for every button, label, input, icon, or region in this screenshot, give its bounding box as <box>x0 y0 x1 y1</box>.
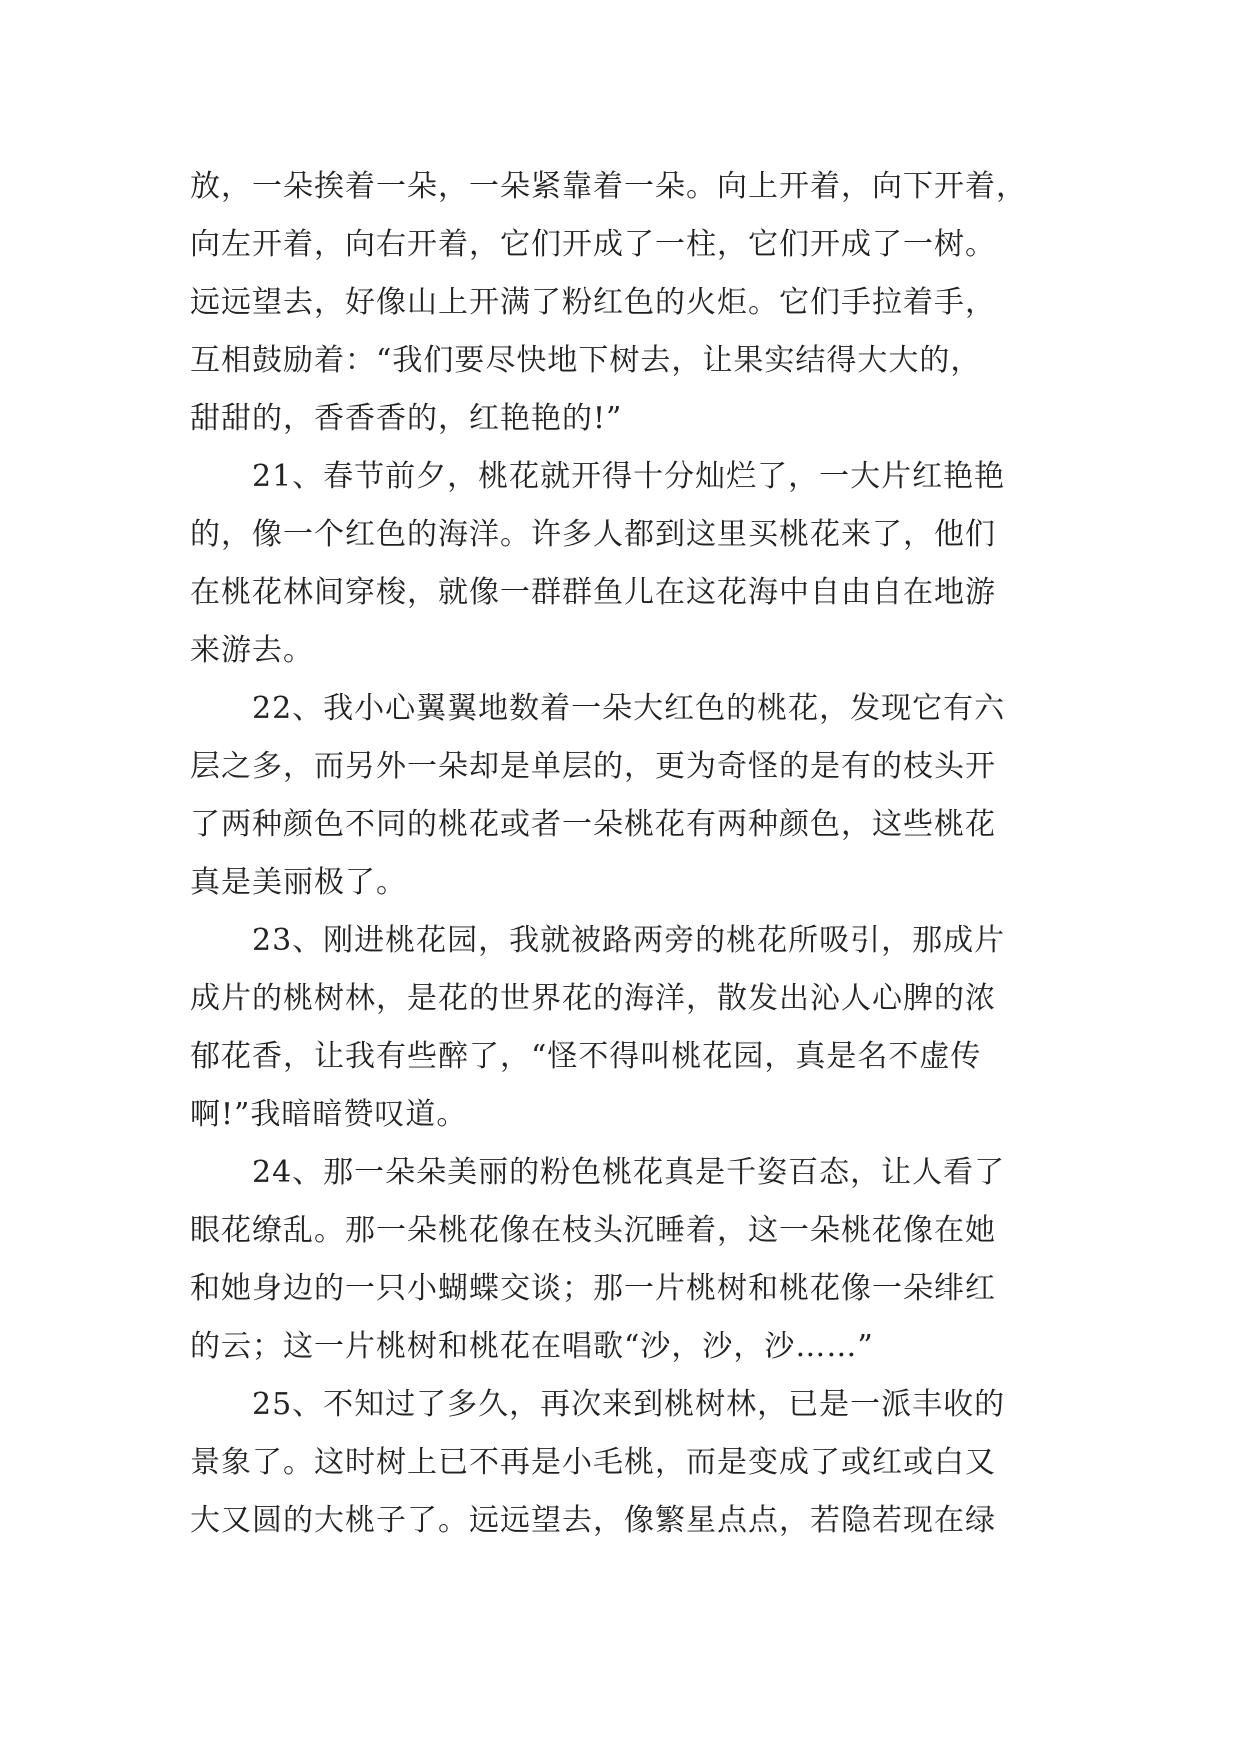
text-line: 远远望去，好像山上开满了粉红色的火炬。它们手拉着手， <box>190 285 996 320</box>
text-line: 景象了。这时树上已不再是小毛桃，而是变成了或红或白又 <box>190 1445 996 1480</box>
paragraph-23-first-line: 23、刚进桃花园，我就被路两旁的桃花所吸引，那成片 <box>252 923 1006 958</box>
paragraph-22-first-line: 22、我小心翼翼地数着一朵大红色的桃花，发现它有六 <box>252 691 1006 726</box>
text-line: 甜甜的，香香香的，红艳艳的!” <box>190 401 623 436</box>
text-line: 成片的桃树林，是花的世界花的海洋，散发出沁人心脾的浓 <box>190 981 996 1016</box>
text-line: 放，一朵挨着一朵，一朵紧靠着一朵。向上开着，向下开着， <box>190 169 1027 204</box>
text-line: 郁花香，让我有些醉了，“怪不得叫桃花园，真是名不虚传 <box>190 1039 982 1074</box>
paragraph-24-first-line: 24、那一朵朵美丽的粉色桃花真是千姿百态，让人看了 <box>252 1155 1006 1190</box>
text-line: 眼花缭乱。那一朵桃花像在枝头沉睡着，这一朵桃花像在她 <box>190 1213 996 1248</box>
text-line: 来游去。 <box>190 633 314 668</box>
text-line: 层之多，而另外一朵却是单层的，更为奇怪的是有的枝头开 <box>190 749 996 784</box>
text-line: 啊!”我暗暗赞叹道。 <box>190 1097 468 1132</box>
text-line: 了两种颜色不同的桃花或者一朵桃花有两种颜色，这些桃花 <box>190 807 996 842</box>
text-line: 的，像一个红色的海洋。许多人都到这里买桃花来了，他们 <box>190 517 996 552</box>
text-line: 在桃花林间穿梭，就像一群群鱼儿在这花海中自由自在地游 <box>190 575 996 610</box>
text-line: 的云；这一片桃树和桃花在唱歌“沙，沙，沙……” <box>190 1329 874 1364</box>
paragraph-21-first-line: 21、春节前夕，桃花就开得十分灿烂了，一大片红艳艳 <box>252 459 1006 494</box>
text-line: 大又圆的大桃子了。远远望去，像繁星点点，若隐若现在绿 <box>190 1503 996 1538</box>
text-line: 真是美丽极了。 <box>190 865 407 900</box>
text-line: 向左开着，向右开着，它们开成了一柱，它们开成了一树。 <box>190 227 996 262</box>
body-text <box>190 158 1070 1550</box>
paragraph-25-first-line: 25、不知过了多久，再次来到桃树林，已是一派丰收的 <box>252 1387 1006 1422</box>
text-line: 和她身边的一只小蝴蝶交谈；那一片桃树和桃花像一朵绯红 <box>190 1271 996 1306</box>
text-line: 互相鼓励着：“我们要尽快地下树去，让果实结得大大的， <box>190 343 982 378</box>
